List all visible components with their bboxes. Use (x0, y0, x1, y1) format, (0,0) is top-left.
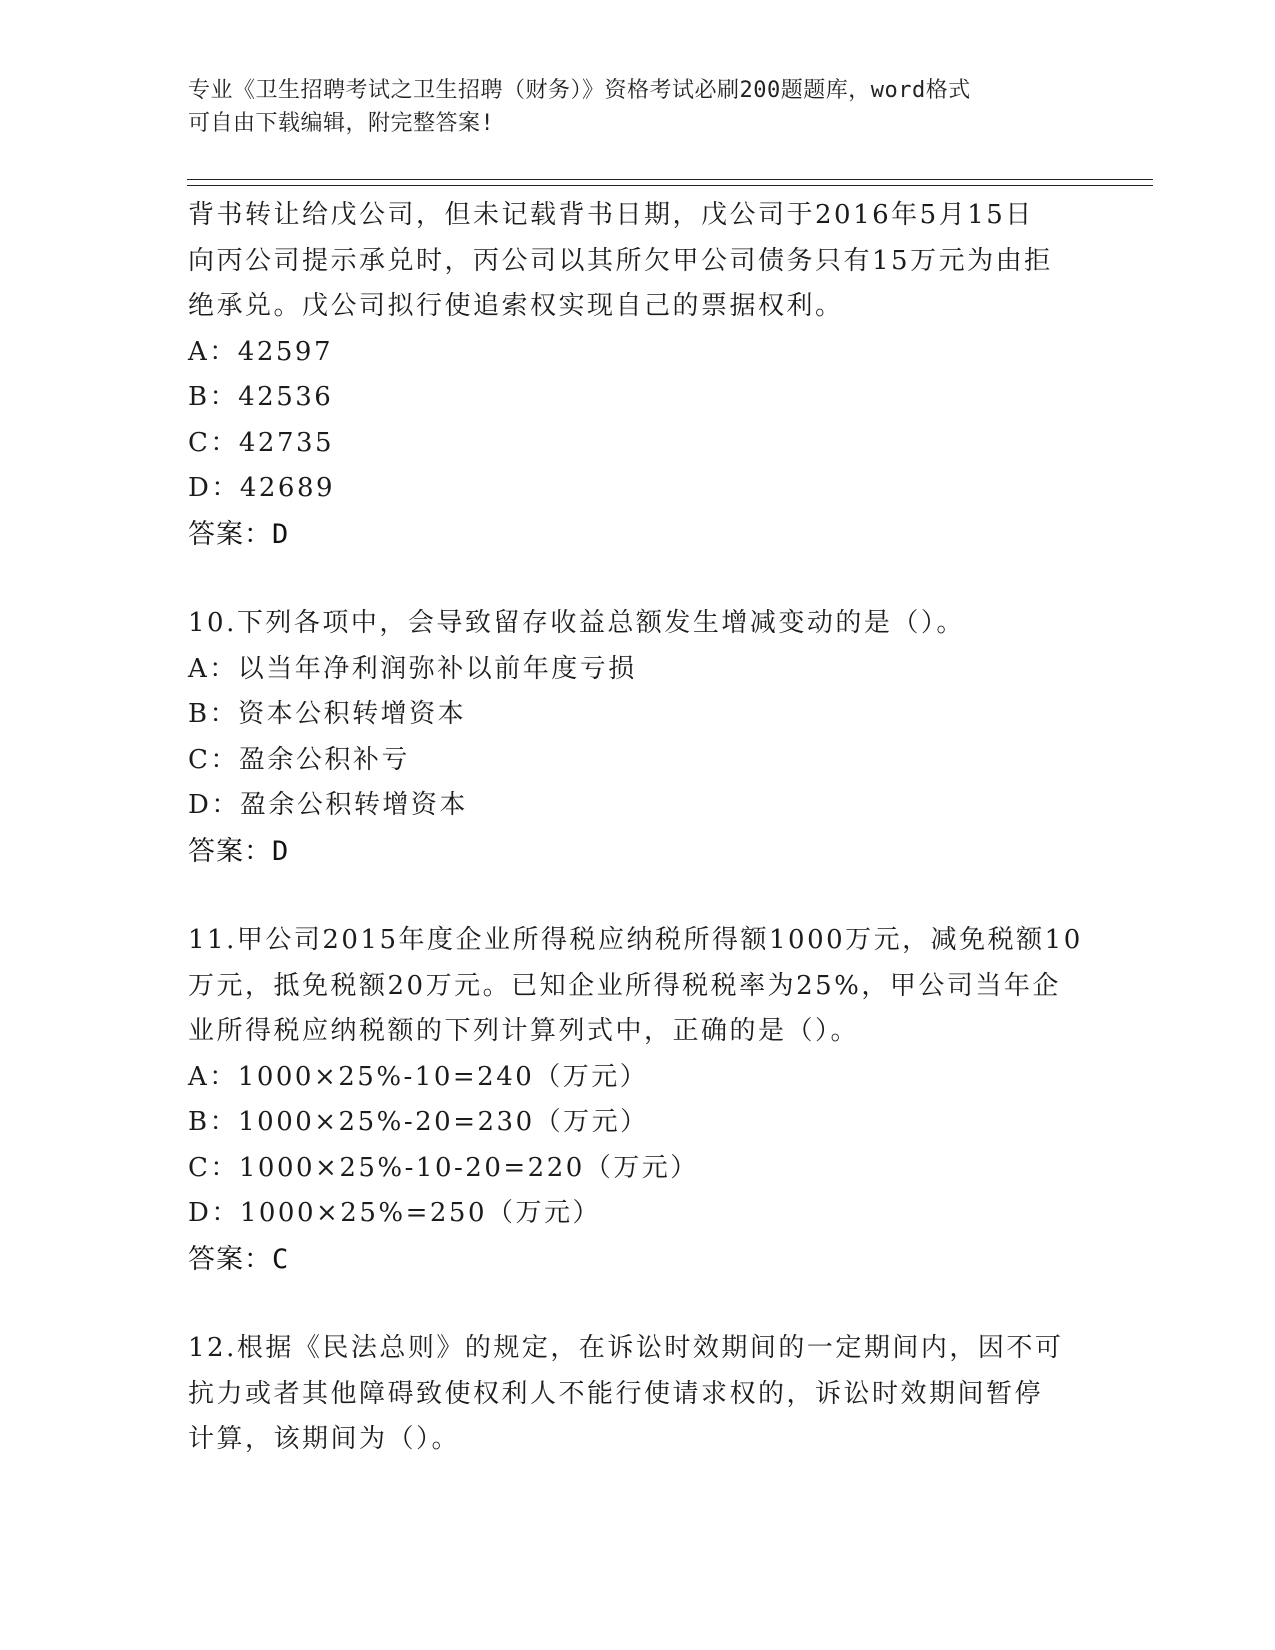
option-a: A：以当年净利润弥补以前年度亏损 (188, 653, 637, 684)
question-stem-line: 万元，抵免税额20万元。已知企业所得税税率为25%，甲公司当年企 (188, 970, 1061, 1001)
question-stem-line: 10.下列各项中，会导致留存收益总额发生增减变动的是（）。 (188, 608, 965, 638)
question-10 (188, 601, 1088, 874)
question-stem-line: 背书转让给戊公司，但未记载背书日期，戊公司于2016年5月15日 (188, 200, 1034, 230)
option-a: A：1000×25%-10=240（万元） (188, 1061, 649, 1092)
question-11 (188, 918, 1088, 1282)
document-header (188, 74, 1068, 140)
option-c: C：42735 (188, 427, 335, 458)
option-d: D：盈余公积转增资本 (188, 790, 468, 820)
question-9 (188, 193, 1088, 557)
answer-line: 答案：D (188, 518, 290, 550)
header-title-line-1: 专业《卫生招聘考试之卫生招聘（财务）》资格考试必刷200题题库，word格式 (188, 78, 971, 103)
option-c: C：1000×25%-10-20=220（万元） (188, 1152, 699, 1183)
header-title-line-2: 可自由下载编辑，附完整答案! (188, 111, 495, 136)
option-d: D：42689 (188, 473, 336, 503)
option-b: B：42536 (188, 382, 334, 412)
answer-line: 答案：D (188, 835, 290, 867)
spacer (188, 1282, 1088, 1326)
question-stem-line: 12.根据《民法总则》的规定，在诉讼时效期间的一定期间内，因不可 (188, 1333, 1064, 1363)
question-stem-line: 计算，该期间为（）。 (188, 1424, 461, 1454)
header-divider-top (187, 179, 1153, 180)
option-c: C：盈余公积补亏 (188, 744, 410, 775)
document-body (188, 193, 1088, 1463)
question-12 (188, 1326, 1088, 1463)
option-a: A：42597 (188, 336, 333, 367)
question-stem-line: 向丙公司提示承兑时，丙公司以其所欠甲公司债务只有15万元为由拒 (188, 245, 1053, 276)
answer-line: 答案：C (188, 1243, 290, 1275)
option-b: B：1000×25%-20=230（万元） (188, 1107, 649, 1137)
question-stem-line: 11.甲公司2015年度企业所得税应纳税所得额1000万元，减免税额10 (188, 925, 1083, 955)
spacer (188, 874, 1088, 918)
question-stem-line: 抗力或者其他障碍致使权利人不能行使请求权的，诉讼时效期间暂停 (188, 1378, 1044, 1409)
header-divider-bottom (187, 185, 1153, 186)
question-stem-line: 绝承兑。戊公司拟行使追索权实现自己的票据权利。 (188, 291, 844, 321)
option-b: B：资本公积转增资本 (188, 699, 467, 729)
question-stem-line: 业所得税应纳税额的下列计算列式中，正确的是（）。 (188, 1016, 860, 1046)
spacer (188, 557, 1088, 601)
option-d: D：1000×25%=250（万元） (188, 1198, 601, 1228)
